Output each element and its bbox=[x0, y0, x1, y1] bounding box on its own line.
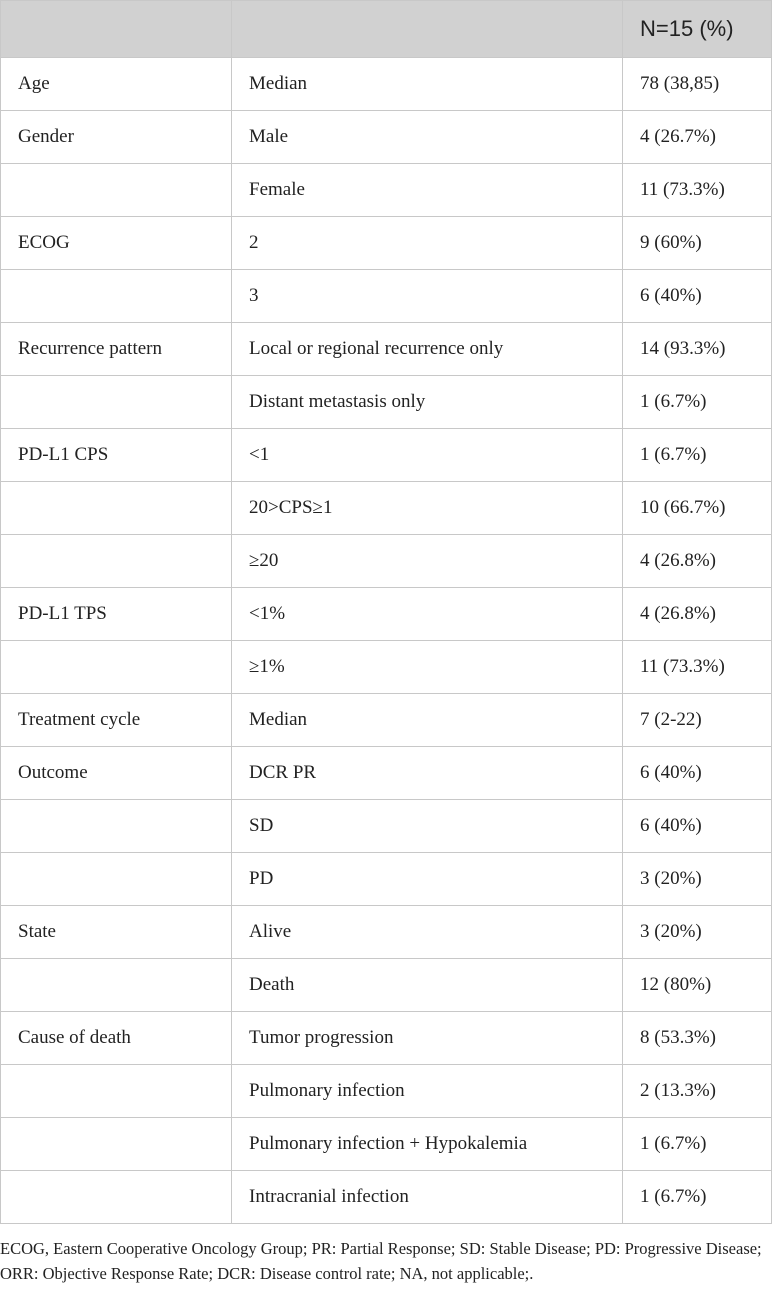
row-value-cell: 3 (20%) bbox=[623, 906, 772, 959]
table-row bbox=[1, 1012, 772, 1065]
row-category-cell: PD bbox=[232, 853, 623, 906]
row-value-cell: 6 (40%) bbox=[623, 747, 772, 800]
row-category-cell: ≥1% bbox=[232, 641, 623, 694]
row-category-cell: Tumor progression bbox=[232, 1012, 623, 1065]
table-header-row bbox=[1, 1, 772, 58]
table-row bbox=[1, 164, 772, 217]
row-label-cell: Recurrence pattern bbox=[1, 323, 232, 376]
row-category-cell: Median bbox=[232, 58, 623, 111]
row-category-cell: DCR PR bbox=[232, 747, 623, 800]
table-row bbox=[1, 800, 772, 853]
table-row bbox=[1, 111, 772, 164]
table-row bbox=[1, 853, 772, 906]
row-label-cell: Gender bbox=[1, 111, 232, 164]
row-label-cell bbox=[1, 482, 232, 535]
row-label-cell bbox=[1, 164, 232, 217]
row-value-cell: 12 (80%) bbox=[623, 959, 772, 1012]
table-row bbox=[1, 1171, 772, 1224]
row-label-cell bbox=[1, 800, 232, 853]
row-category-cell: Alive bbox=[232, 906, 623, 959]
row-value-cell: 11 (73.3%) bbox=[623, 641, 772, 694]
table-footnote: ECOG, Eastern Cooperative Oncology Group; PR: Partial Response; SD: Stable Disease; PD: Progressive Disease; ORR: Objective Response Rate; DCR: Disease control rate; NA, not applicable;. bbox=[0, 1239, 762, 1283]
table-row bbox=[1, 959, 772, 1012]
table-row bbox=[1, 323, 772, 376]
table-row bbox=[1, 906, 772, 959]
table-row bbox=[1, 376, 772, 429]
table-row bbox=[1, 1065, 772, 1118]
row-label-cell bbox=[1, 1065, 232, 1118]
row-category-cell: Median bbox=[232, 694, 623, 747]
row-label-cell: PD-L1 CPS bbox=[1, 429, 232, 482]
row-label-cell bbox=[1, 1118, 232, 1171]
row-category-cell: Death bbox=[232, 959, 623, 1012]
row-label-cell bbox=[1, 853, 232, 906]
row-category-cell: Male bbox=[232, 111, 623, 164]
row-value-cell: 8 (53.3%) bbox=[623, 1012, 772, 1065]
header-cell-characteristic bbox=[1, 1, 232, 58]
row-value-cell: 7 (2-22) bbox=[623, 694, 772, 747]
row-label-cell: Treatment cycle bbox=[1, 694, 232, 747]
table-row bbox=[1, 217, 772, 270]
header-cell-category bbox=[232, 1, 623, 58]
table-row bbox=[1, 694, 772, 747]
header-cell-count: N=15 (%) bbox=[623, 1, 772, 58]
row-value-cell: 10 (66.7%) bbox=[623, 482, 772, 535]
row-label-cell bbox=[1, 641, 232, 694]
row-label-cell bbox=[1, 959, 232, 1012]
row-category-cell: ≥20 bbox=[232, 535, 623, 588]
row-label-cell bbox=[1, 270, 232, 323]
row-label-cell bbox=[1, 376, 232, 429]
row-value-cell: 4 (26.7%) bbox=[623, 111, 772, 164]
row-value-cell: 3 (20%) bbox=[623, 853, 772, 906]
table-row bbox=[1, 482, 772, 535]
row-category-cell: 20>CPS≥1 bbox=[232, 482, 623, 535]
row-category-cell: SD bbox=[232, 800, 623, 853]
row-value-cell: 4 (26.8%) bbox=[623, 588, 772, 641]
row-value-cell: 78 (38,85) bbox=[623, 58, 772, 111]
table-row bbox=[1, 588, 772, 641]
row-label-cell bbox=[1, 1171, 232, 1224]
row-category-cell: Pulmonary infection bbox=[232, 1065, 623, 1118]
row-value-cell: 2 (13.3%) bbox=[623, 1065, 772, 1118]
row-label-cell: Cause of death bbox=[1, 1012, 232, 1065]
row-label-cell bbox=[1, 535, 232, 588]
row-value-cell: 4 (26.8%) bbox=[623, 535, 772, 588]
row-value-cell: 9 (60%) bbox=[623, 217, 772, 270]
table-row bbox=[1, 1118, 772, 1171]
row-category-cell: Female bbox=[232, 164, 623, 217]
row-category-cell: <1% bbox=[232, 588, 623, 641]
row-label-cell: Outcome bbox=[1, 747, 232, 800]
row-value-cell: 6 (40%) bbox=[623, 800, 772, 853]
row-category-cell: Pulmonary infection + Hypokalemia bbox=[232, 1118, 623, 1171]
table-row bbox=[1, 535, 772, 588]
row-category-cell: Local or regional recurrence only bbox=[232, 323, 623, 376]
row-value-cell: 6 (40%) bbox=[623, 270, 772, 323]
row-value-cell: 1 (6.7%) bbox=[623, 1118, 772, 1171]
table-row bbox=[1, 429, 772, 482]
row-category-cell: Intracranial infection bbox=[232, 1171, 623, 1224]
row-value-cell: 1 (6.7%) bbox=[623, 1171, 772, 1224]
row-value-cell: 11 (73.3%) bbox=[623, 164, 772, 217]
row-category-cell: Distant metastasis only bbox=[232, 376, 623, 429]
row-value-cell: 14 (93.3%) bbox=[623, 323, 772, 376]
table-row bbox=[1, 58, 772, 111]
row-label-cell: Age bbox=[1, 58, 232, 111]
row-category-cell: 3 bbox=[232, 270, 623, 323]
table-body bbox=[1, 58, 772, 1224]
row-value-cell: 1 (6.7%) bbox=[623, 429, 772, 482]
row-category-cell: 2 bbox=[232, 217, 623, 270]
row-value-cell: 1 (6.7%) bbox=[623, 376, 772, 429]
table-row bbox=[1, 270, 772, 323]
row-label-cell: State bbox=[1, 906, 232, 959]
row-label-cell: PD-L1 TPS bbox=[1, 588, 232, 641]
row-label-cell: ECOG bbox=[1, 217, 232, 270]
row-category-cell: <1 bbox=[232, 429, 623, 482]
table-row bbox=[1, 641, 772, 694]
table-row bbox=[1, 747, 772, 800]
